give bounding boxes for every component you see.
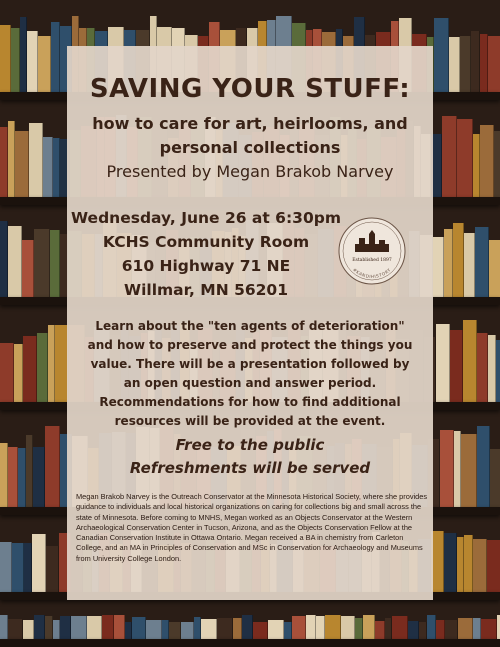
- book-spine: [392, 616, 408, 639]
- book-spine: [11, 28, 20, 92]
- book-spine: [375, 621, 385, 639]
- kchs-logo: [337, 216, 407, 286]
- refreshments-line: Refreshments will be served: [129, 459, 371, 477]
- book-spine: [46, 546, 59, 592]
- book-spine: [444, 533, 457, 592]
- book-spine: [489, 240, 500, 297]
- event-description: Learn about the "ten agents of deterioration" and how to preserve and protect the things you value. There will be a presentation followed by an open question and answer period. Recommendations for how to find additional resources will be provided at the event.: [87, 319, 413, 428]
- book-spine: [60, 616, 71, 639]
- book-spine: [490, 449, 500, 507]
- book-spine: [48, 325, 55, 402]
- book-spine: [20, 17, 27, 92]
- book-spine: [33, 447, 45, 507]
- book-spine: [453, 223, 464, 297]
- book-spine: [325, 615, 341, 639]
- book-spine: [433, 237, 444, 297]
- book-spine: [444, 229, 453, 297]
- book-spine: [488, 36, 500, 92]
- book-spine: [461, 434, 477, 507]
- book-spine: [436, 620, 445, 639]
- event-venue: KCHS Community Room: [102, 233, 310, 251]
- book-spine: [18, 448, 26, 507]
- book-spine: [292, 616, 306, 639]
- shelf-plank: [0, 639, 500, 647]
- book-spine: [53, 620, 60, 639]
- book-spine: [8, 121, 15, 197]
- event-street: 610 Highway 71 NE: [121, 257, 291, 275]
- book-spine: [233, 618, 242, 639]
- book-spine: [146, 620, 162, 639]
- book-spine: [125, 622, 132, 639]
- logo-established-text: Established 1897: [352, 258, 392, 263]
- book-spine: [460, 36, 471, 92]
- book-spine: [26, 435, 33, 507]
- book-spine: [442, 116, 457, 197]
- book-spine: [23, 336, 37, 402]
- subtitle-line-2: personal collections: [159, 138, 341, 157]
- book-spine: [477, 333, 488, 402]
- book-spine: [434, 18, 449, 92]
- book-spine: [8, 226, 22, 297]
- book-spine: [450, 330, 463, 402]
- book-spine: [341, 616, 355, 639]
- book-spine: [454, 431, 461, 507]
- book-spine: [194, 617, 201, 639]
- book-spine: [162, 620, 169, 639]
- book-spine: [51, 22, 60, 92]
- free-admission-line: Free to the public: [175, 436, 325, 454]
- book-spine: [37, 333, 48, 402]
- event-city: Willmar, MN 56201: [123, 281, 288, 299]
- book-spine: [29, 123, 43, 197]
- book-spine: [24, 543, 32, 592]
- book-spine: [0, 25, 11, 92]
- book-spine: [0, 443, 8, 507]
- book-spine: [217, 618, 233, 639]
- book-spine: [15, 131, 29, 197]
- book-spine: [427, 615, 436, 639]
- book-spine: [408, 621, 419, 639]
- book-spine: [0, 615, 8, 639]
- book-spine: [268, 620, 284, 639]
- book-spine: [8, 619, 23, 639]
- book-spine: [463, 320, 477, 402]
- book-spine: [23, 620, 34, 639]
- book-spine: [43, 137, 53, 197]
- event-notes: [67, 434, 433, 480]
- book-spine: [419, 622, 427, 639]
- book-spine: [480, 34, 488, 92]
- book-spine: [355, 618, 363, 639]
- book-spine: [464, 233, 475, 297]
- event-date-time: Wednesday, June 26 at 6:30pm: [71, 209, 341, 227]
- book-spine: [34, 229, 50, 297]
- book-spine: [132, 617, 146, 639]
- book-spine: [38, 36, 51, 92]
- book-spine: [440, 430, 454, 507]
- book-spine: [34, 615, 45, 639]
- book-spine: [12, 543, 24, 592]
- book-spine: [494, 131, 500, 197]
- book-spine: [464, 535, 473, 592]
- book-spine: [458, 618, 473, 639]
- book-spine: [181, 622, 194, 639]
- book-spine: [316, 616, 325, 639]
- poster-subtitle: [67, 112, 433, 160]
- book-spine: [45, 616, 53, 639]
- book-spine: [457, 537, 464, 592]
- presenter-bio: Megan Brakob Narvey is the Outreach Conservator at the Minnesota Historical Society, where she provides guidance to individuals and local historical organizations on caring for collections big and small across the state of Minnesota. Before coming to MNHS, Megan worked as an Objects Conservator at the Western Archaeological Conservation Center in Tucson, Arizona, and as the Objects Conservation Fellow at the Canadian Conservation Institute in Ottawa Ontario. Megan received a BA in chemistry from Carleton College, and an MA in Principles of Conservation and MSc in Conservation for Archaeology and Museums from University College London.: [76, 492, 428, 563]
- book-spine: [473, 539, 487, 592]
- book-spine: [201, 619, 217, 639]
- book-spine: [480, 125, 494, 197]
- book-spine: [14, 344, 23, 402]
- book-spine: [71, 616, 87, 639]
- book-spine: [306, 615, 316, 639]
- book-spine: [242, 615, 253, 639]
- book-spine: [284, 622, 292, 639]
- book-spine: [473, 618, 481, 639]
- book-spine: [487, 540, 500, 592]
- book-spine: [471, 31, 480, 92]
- book-spine: [488, 335, 496, 402]
- book-spine: [0, 343, 14, 402]
- book-spine: [169, 622, 181, 639]
- book-spine: [481, 619, 497, 639]
- book-spine: [445, 620, 458, 639]
- book-spine: [457, 119, 473, 197]
- book-spine: [253, 622, 268, 639]
- book-spine: [0, 542, 12, 592]
- book-spine: [473, 134, 480, 197]
- book-spine: [22, 240, 34, 297]
- book-spine: [496, 340, 500, 402]
- book-spine: [0, 221, 8, 297]
- presenter-credit: Presented by Megan Brakob Narvey: [106, 162, 394, 181]
- book-spine: [477, 426, 490, 507]
- book-spine: [449, 37, 460, 92]
- book-spine: [32, 534, 46, 592]
- book-spine: [102, 615, 114, 639]
- shelf-row: [0, 600, 500, 639]
- book-spine: [0, 127, 8, 197]
- book-spine: [53, 138, 60, 197]
- subtitle-line-1: how to care for art, heirlooms, and: [92, 114, 408, 133]
- book-spine: [50, 230, 60, 297]
- event-details: [71, 206, 341, 302]
- book-spine: [87, 616, 102, 639]
- book-spine: [114, 615, 125, 639]
- book-spine: [45, 426, 60, 507]
- book-spine: [363, 615, 375, 639]
- book-spine: [8, 447, 18, 507]
- book-spine: [436, 324, 450, 402]
- book-spine: [385, 618, 392, 639]
- logo-hashtag-text: #KANDIHISTORY: [352, 267, 392, 280]
- event-poster: [67, 46, 433, 600]
- book-spine: [27, 31, 38, 92]
- book-spine: [475, 227, 489, 297]
- poster-title: SAVING YOUR STUFF:: [89, 74, 411, 104]
